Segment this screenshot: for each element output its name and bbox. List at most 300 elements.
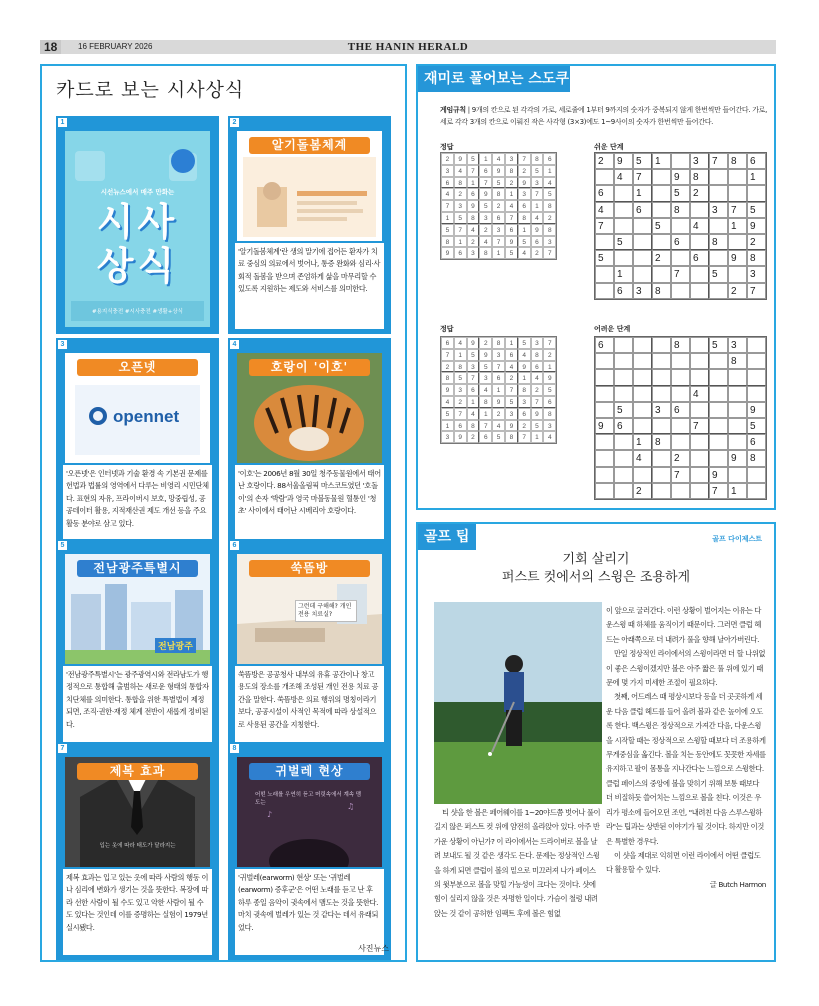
sudoku-cell[interactable]: 9 — [747, 218, 766, 234]
answer-cell: 2 — [492, 408, 505, 420]
photo-source: 사진뉴스 — [358, 944, 389, 953]
sudoku-cell[interactable] — [709, 402, 728, 418]
sudoku-cell[interactable]: 8 — [690, 169, 709, 185]
answer-cell: 9 — [479, 188, 492, 200]
sudoku-cell[interactable]: 4 — [595, 202, 614, 218]
sudoku-cell[interactable] — [633, 386, 652, 402]
sudoku-cell[interactable]: 7 — [709, 483, 728, 499]
sudoku-cell[interactable] — [652, 450, 671, 466]
sudoku-cell[interactable] — [690, 337, 709, 353]
answer-cell: 1 — [518, 224, 531, 236]
card-number: 1 — [58, 118, 67, 127]
card-6 — [228, 539, 391, 757]
answer-cell: 4 — [492, 153, 505, 165]
article-title: 기회 살리기 — [562, 552, 630, 567]
sudoku-cell[interactable] — [747, 353, 766, 369]
answer-cell: 6 — [505, 224, 518, 236]
sudoku-cell[interactable]: 5 — [614, 402, 633, 418]
sudoku-cell[interactable] — [709, 283, 728, 299]
sudoku-cell[interactable] — [595, 353, 614, 369]
sudoku-cell[interactable] — [747, 337, 766, 353]
sudoku-cell[interactable]: 8 — [652, 283, 671, 299]
sudoku-cell[interactable] — [709, 169, 728, 185]
sudoku-cell[interactable] — [671, 153, 690, 169]
speech-bubble: 그런데 구해해? 개인 전용 치료실? — [295, 600, 357, 622]
answer-cell: 3 — [505, 153, 518, 165]
card-5 — [56, 539, 219, 757]
sudoku-cell[interactable] — [747, 386, 766, 402]
answer-cell: 4 — [543, 431, 556, 443]
sudoku-cell[interactable] — [595, 283, 614, 299]
golfer-illustration — [434, 602, 602, 804]
sudoku-cell[interactable]: 8 — [747, 250, 766, 266]
sudoku-cell[interactable]: 1 — [728, 218, 747, 234]
sudoku-cell[interactable]: 3 — [633, 283, 652, 299]
sudoku-cell[interactable] — [633, 337, 652, 353]
sudoku-cell[interactable]: 4 — [633, 450, 652, 466]
sudoku-cell[interactable]: 7 — [747, 283, 766, 299]
answer-cell: 2 — [467, 431, 480, 443]
sudoku-cell[interactable] — [671, 483, 690, 499]
sudoku-cell[interactable]: 9 — [709, 467, 728, 483]
answer-cell: 2 — [505, 372, 518, 384]
sudoku-cell[interactable]: 6 — [614, 283, 633, 299]
sudoku-cell[interactable]: 6 — [671, 234, 690, 250]
sudoku-cell[interactable]: 8 — [652, 434, 671, 450]
svg-text:♫: ♫ — [347, 802, 355, 811]
sudoku-cell[interactable] — [595, 434, 614, 450]
card-banner: 귀벌레 현상 — [249, 763, 370, 780]
answer-cell: 7 — [479, 177, 492, 189]
answer-cell: 6 — [467, 384, 480, 396]
answer-cell: 4 — [505, 200, 518, 212]
image-caption: 입는 옷에 따라 태도가 달라지는 — [99, 843, 176, 849]
answer-cell: 7 — [543, 247, 556, 259]
answer-cell: 1 — [441, 420, 454, 432]
sudoku-cell[interactable] — [652, 234, 671, 250]
answer-cell: 9 — [505, 420, 518, 432]
sudoku-cell[interactable]: 9 — [614, 153, 633, 169]
sudoku-cell[interactable]: 7 — [671, 467, 690, 483]
sudoku-cell[interactable]: 2 — [633, 483, 652, 499]
sudoku-cell[interactable] — [690, 283, 709, 299]
sudoku-cell[interactable] — [652, 418, 671, 434]
sudoku-cell[interactable] — [690, 434, 709, 450]
sudoku-cell[interactable] — [595, 234, 614, 250]
sudoku-cell[interactable]: 5 — [709, 266, 728, 282]
sudoku-cell[interactable] — [633, 402, 652, 418]
sudoku-cell[interactable]: 8 — [728, 153, 747, 169]
answer-cell: 7 — [518, 431, 531, 443]
sudoku-cell[interactable]: 7 — [595, 218, 614, 234]
answer-cell: 3 — [467, 247, 480, 259]
answer-cell: 3 — [518, 188, 531, 200]
answer-cell: 8 — [441, 372, 454, 384]
sudoku-cell[interactable]: 9 — [671, 169, 690, 185]
answer-cell: 7 — [492, 361, 505, 373]
sudoku-cell[interactable]: 5 — [614, 234, 633, 250]
sudoku-cell[interactable]: 7 — [728, 202, 747, 218]
answer-cell: 7 — [454, 224, 467, 236]
answer-cell: 9 — [467, 200, 480, 212]
sudoku-cell[interactable]: 9 — [728, 450, 747, 466]
sudoku-cell[interactable]: 1 — [747, 169, 766, 185]
sudoku-cell[interactable] — [595, 450, 614, 466]
answer-cell: 6 — [518, 408, 531, 420]
sudoku-cell[interactable] — [728, 467, 747, 483]
answer-cell: 9 — [441, 247, 454, 259]
sudoku-cell[interactable]: 6 — [595, 185, 614, 201]
paragraph: 이 샷을 제대로 익히면 이런 라이에서 어떤 클럽도 다 활용할 수 있다. — [606, 850, 761, 875]
sudoku-cell[interactable] — [709, 185, 728, 201]
sudoku-cell[interactable] — [633, 353, 652, 369]
sudoku-cell[interactable] — [709, 418, 728, 434]
answer-cell: 9 — [543, 372, 556, 384]
answer-cell: 7 — [505, 212, 518, 224]
sudoku-cell[interactable] — [652, 353, 671, 369]
card-image — [65, 757, 210, 867]
source-label: 골프 다이제스트 — [712, 535, 762, 543]
card-number: 5 — [58, 541, 67, 550]
answer-cell: 4 — [441, 396, 454, 408]
answer-cell: 5 — [467, 349, 480, 361]
sudoku-cell[interactable] — [595, 266, 614, 282]
answer-cell: 5 — [467, 153, 480, 165]
sudoku-cell[interactable] — [652, 169, 671, 185]
sudoku-cell[interactable]: 9 — [728, 250, 747, 266]
sudoku-cell[interactable]: 5 — [652, 218, 671, 234]
answer-cell: 9 — [531, 224, 544, 236]
answer-cell: 7 — [518, 153, 531, 165]
sudoku-cell[interactable]: 9 — [595, 418, 614, 434]
card-8 — [228, 742, 391, 960]
sudoku-cell[interactable]: 5 — [747, 202, 766, 218]
sudoku-section — [416, 64, 776, 510]
sudoku-cell[interactable] — [728, 386, 747, 402]
answer-cell: 2 — [543, 212, 556, 224]
sudoku-cell[interactable]: 3 — [747, 266, 766, 282]
sudoku-cell[interactable]: 8 — [671, 337, 690, 353]
card-1 — [56, 116, 219, 334]
answer-cell: 6 — [441, 177, 454, 189]
sudoku-cell[interactable] — [614, 369, 633, 385]
sudoku-cell[interactable] — [709, 434, 728, 450]
rules-label: 게임규칙 — [440, 106, 466, 114]
card-3 — [56, 338, 219, 556]
sudoku-cell[interactable]: 1 — [728, 483, 747, 499]
answer-cell: 6 — [492, 372, 505, 384]
answer-cell: 6 — [531, 361, 544, 373]
sudoku-cell[interactable] — [652, 185, 671, 201]
sudoku-cell[interactable] — [633, 418, 652, 434]
sudoku-cell[interactable]: 9 — [747, 402, 766, 418]
answer-cell: 4 — [479, 236, 492, 248]
easy-label: 쉬운 단계 — [594, 143, 624, 151]
sudoku-cell[interactable]: 2 — [595, 153, 614, 169]
sudoku-cell[interactable] — [595, 483, 614, 499]
sudoku-cell[interactable] — [671, 434, 690, 450]
sudoku-cell[interactable] — [728, 369, 747, 385]
answer-cell: 9 — [518, 177, 531, 189]
sudoku-cell[interactable]: 2 — [671, 450, 690, 466]
answer-cell: 7 — [543, 337, 556, 349]
sudoku-cell[interactable]: 7 — [690, 418, 709, 434]
sudoku-cell[interactable] — [614, 218, 633, 234]
answer-cell: 9 — [492, 396, 505, 408]
sudoku-cell[interactable]: 5 — [595, 250, 614, 266]
golf-tip-section — [416, 522, 776, 962]
answer-cell: 9 — [479, 349, 492, 361]
sudoku-cell[interactable] — [709, 369, 728, 385]
answer-cell: 6 — [454, 420, 467, 432]
answer-cell: 9 — [454, 153, 467, 165]
answer-cell: 3 — [518, 396, 531, 408]
sudoku-cell[interactable] — [595, 386, 614, 402]
sudoku-cell[interactable] — [614, 483, 633, 499]
answer-cell: 2 — [543, 349, 556, 361]
sudoku-cell[interactable]: 1 — [633, 434, 652, 450]
sudoku-cell[interactable] — [614, 337, 633, 353]
sudoku-cell[interactable]: 5 — [671, 185, 690, 201]
sudoku-cell[interactable] — [633, 218, 652, 234]
answer-cell: 4 — [492, 420, 505, 432]
answer-cell: 8 — [505, 165, 518, 177]
answer-cell: 8 — [518, 384, 531, 396]
sudoku-cell[interactable] — [671, 250, 690, 266]
answer-cell: 2 — [479, 224, 492, 236]
sudoku-cell[interactable]: 4 — [690, 218, 709, 234]
sudoku-cell[interactable] — [690, 234, 709, 250]
answer-cell: 4 — [454, 337, 467, 349]
sudoku-cell[interactable] — [747, 369, 766, 385]
answer-cell: 5 — [505, 396, 518, 408]
answer-cell: 5 — [454, 372, 467, 384]
sudoku-cell[interactable]: 2 — [747, 234, 766, 250]
sudoku-cell[interactable] — [614, 434, 633, 450]
answer-cell: 8 — [531, 153, 544, 165]
sudoku-cell[interactable] — [614, 353, 633, 369]
sudoku-cell[interactable] — [747, 483, 766, 499]
page-number: 18 — [40, 40, 61, 54]
answer-cell: 9 — [441, 384, 454, 396]
sudoku-cell[interactable]: 7 — [671, 266, 690, 282]
sudoku-cell[interactable] — [595, 467, 614, 483]
sudoku-cell[interactable] — [728, 234, 747, 250]
sudoku-cell[interactable] — [709, 218, 728, 234]
sudoku-cell[interactable] — [614, 467, 633, 483]
sudoku-cell[interactable]: 2 — [728, 283, 747, 299]
sudoku-cell[interactable]: 4 — [614, 169, 633, 185]
card-2 — [228, 116, 391, 334]
puzzle-grid-easy[interactable] — [594, 152, 767, 300]
sudoku-cell[interactable] — [595, 169, 614, 185]
answer-cell: 8 — [454, 361, 467, 373]
sudoku-cell[interactable] — [671, 218, 690, 234]
card-banner: 쑥뜸방 — [249, 560, 370, 577]
answer-cell: 3 — [454, 200, 467, 212]
answer-cell: 8 — [492, 188, 505, 200]
answer-grid-easy — [440, 152, 557, 260]
sudoku-cell[interactable] — [652, 483, 671, 499]
sudoku-cell[interactable] — [690, 353, 709, 369]
sudoku-cell[interactable]: 5 — [747, 418, 766, 434]
sudoku-cell[interactable] — [652, 386, 671, 402]
logo-panel — [75, 385, 200, 455]
sudoku-cell[interactable] — [709, 450, 728, 466]
answer-cell: 5 — [441, 408, 454, 420]
sudoku-cell[interactable]: 6 — [747, 153, 766, 169]
sudoku-cell[interactable]: 3 — [709, 202, 728, 218]
sudoku-cell[interactable]: 3 — [652, 402, 671, 418]
sudoku-cell[interactable] — [652, 467, 671, 483]
sudoku-cell[interactable] — [671, 369, 690, 385]
sudoku-cell[interactable]: 6 — [595, 337, 614, 353]
answer-cell: 1 — [467, 177, 480, 189]
answer-cell: 1 — [454, 349, 467, 361]
sudoku-cell[interactable] — [614, 450, 633, 466]
sudoku-cell[interactable] — [633, 234, 652, 250]
sudoku-cell[interactable] — [633, 369, 652, 385]
card-number: 4 — [230, 340, 239, 349]
answer-cell: 7 — [454, 408, 467, 420]
answer-cell: 1 — [479, 408, 492, 420]
card-banner: 알기돌봄체계 — [249, 137, 370, 154]
answer-cell: 1 — [531, 200, 544, 212]
sudoku-cell[interactable] — [747, 185, 766, 201]
answer-cell: 3 — [441, 165, 454, 177]
sudoku-cell[interactable] — [633, 250, 652, 266]
sudoku-cell[interactable]: 6 — [690, 250, 709, 266]
sudoku-cell[interactable] — [595, 369, 614, 385]
answer-cell: 3 — [531, 177, 544, 189]
sudoku-cell[interactable] — [652, 369, 671, 385]
sudoku-cell[interactable]: 5 — [709, 337, 728, 353]
sudoku-cell[interactable] — [652, 337, 671, 353]
card-news-section — [40, 64, 407, 962]
sudoku-cell[interactable] — [728, 402, 747, 418]
sudoku-cell[interactable] — [633, 467, 652, 483]
sudoku-cell[interactable]: 7 — [709, 153, 728, 169]
answer-cell: 8 — [543, 200, 556, 212]
card-number: 3 — [58, 340, 67, 349]
answer-cell: 2 — [454, 188, 467, 200]
sudoku-cell[interactable] — [671, 353, 690, 369]
sudoku-cell[interactable]: 1 — [614, 266, 633, 282]
answer-cell: 1 — [505, 337, 518, 349]
sudoku-cell[interactable] — [614, 250, 633, 266]
sudoku-cell[interactable] — [633, 266, 652, 282]
answer-cell: 2 — [531, 247, 544, 259]
sudoku-cell[interactable]: 8 — [728, 353, 747, 369]
sudoku-cell[interactable]: 3 — [690, 153, 709, 169]
sudoku-cell[interactable] — [690, 483, 709, 499]
sudoku-cell[interactable] — [690, 467, 709, 483]
answer-grid-hard — [440, 336, 557, 444]
sudoku-cell[interactable] — [728, 185, 747, 201]
sudoku-cell[interactable]: 3 — [728, 337, 747, 353]
answer-cell: 6 — [543, 153, 556, 165]
answer-cell: 8 — [531, 349, 544, 361]
sudoku-cell[interactable]: 1 — [652, 153, 671, 169]
answer-label: 정답 — [440, 143, 454, 151]
sudoku-cell[interactable] — [690, 369, 709, 385]
answer-cell: 8 — [505, 431, 518, 443]
answer-cell: 8 — [454, 177, 467, 189]
sudoku-cell[interactable]: 6 — [614, 418, 633, 434]
sudoku-cell[interactable] — [709, 386, 728, 402]
sudoku-cell[interactable] — [595, 402, 614, 418]
sudoku-cell[interactable] — [690, 202, 709, 218]
card-image — [65, 554, 210, 664]
sudoku-cell[interactable] — [614, 185, 633, 201]
sudoku-cell[interactable]: 4 — [690, 386, 709, 402]
sudoku-cell[interactable] — [690, 402, 709, 418]
answer-cell: 2 — [467, 236, 480, 248]
answer-cell: 5 — [531, 420, 544, 432]
sudoku-cell[interactable] — [728, 418, 747, 434]
sudoku-cell[interactable] — [652, 266, 671, 282]
sudoku-cell[interactable]: 6 — [747, 434, 766, 450]
answer-cell: 2 — [505, 177, 518, 189]
sudoku-cell[interactable] — [671, 386, 690, 402]
sudoku-cell[interactable]: 6 — [671, 402, 690, 418]
answer-cell: 5 — [543, 384, 556, 396]
sudoku-cell[interactable] — [614, 386, 633, 402]
puzzle-grid-hard[interactable] — [594, 336, 767, 500]
sudoku-cell[interactable]: 7 — [633, 169, 652, 185]
sudoku-cell[interactable]: 2 — [690, 185, 709, 201]
sudoku-cell[interactable]: 2 — [652, 250, 671, 266]
sudoku-cell[interactable] — [747, 467, 766, 483]
answer-cell: 1 — [543, 165, 556, 177]
sudoku-cell[interactable] — [671, 418, 690, 434]
sudoku-cell[interactable]: 5 — [633, 153, 652, 169]
sudoku-cell[interactable]: 8 — [709, 234, 728, 250]
sudoku-cell[interactable] — [690, 266, 709, 282]
sudoku-cell[interactable] — [728, 169, 747, 185]
answer-cell: 2 — [441, 153, 454, 165]
answer-cell: 1 — [479, 153, 492, 165]
answer-cell: 7 — [531, 188, 544, 200]
answer-cell: 2 — [531, 384, 544, 396]
sudoku-cell[interactable] — [671, 283, 690, 299]
card-image — [237, 353, 382, 463]
answer-cell: 1 — [441, 212, 454, 224]
card-text: 제복 효과는 입고 있는 옷에 따라 사람의 행동 이나 심리에 변화가 생기는 것을 뜻한다. 복장에 따라 선한 사람이 될 수도 있고 악한 사람이 될 수도 있다는 것인데 이를 증명하는 실험이 1979년 실시됐다. — [63, 869, 212, 955]
card-text: '오픈넷'은 인터넷과 기술 환경 속 기본권 문제를 헌법과 법률의 영역에서 다루는 비영리 시민단체다. 표현의 자유, 프라이버시 보호, 망중립성, 공공데이터 활용, 지적재산권 제도 개선 등을 주요 활동 분야로 삼고 있다. — [63, 465, 212, 551]
game-rules: 게임규칙 | 9개의 칸으로 된 각각의 가로, 세로줄에 1부터 9까지의 숫자가 중복되지 않게 한번씩만 들어간다. 가로, 세로 각각 3개의 칸으로 이뤄진 작은 사각형 (3×3)에도 1~9사이의 숫자가 한번씩만 들어간다. — [440, 106, 768, 126]
answer-cell: 7 — [531, 396, 544, 408]
answer-cell: 7 — [492, 236, 505, 248]
answer-cell: 9 — [505, 236, 518, 248]
sudoku-cell[interactable] — [728, 266, 747, 282]
sudoku-cell[interactable] — [728, 434, 747, 450]
sudoku-cell[interactable]: 6 — [633, 202, 652, 218]
sudoku-cell[interactable] — [690, 450, 709, 466]
sudoku-cell[interactable]: 8 — [671, 202, 690, 218]
sudoku-cell[interactable] — [709, 250, 728, 266]
sudoku-cell[interactable]: 8 — [747, 450, 766, 466]
answer-cell: 3 — [492, 349, 505, 361]
answer-cell: 7 — [441, 200, 454, 212]
sudoku-cell[interactable]: 1 — [633, 185, 652, 201]
answer-cell: 3 — [531, 337, 544, 349]
sudoku-cell[interactable] — [652, 202, 671, 218]
paragraph: 이 앞으로 굴러간다. 이런 상황이 벌어지는 이유는 다운스윙 때 하체를 움직이기 때문이다. 그러면 클럽 헤드는 아래쪽으로 더 내려가 풀을 향해 날아가버린다. — [606, 606, 761, 644]
answer-cell: 1 — [492, 384, 505, 396]
sudoku-cell[interactable] — [614, 202, 633, 218]
sudoku-cell[interactable] — [709, 353, 728, 369]
